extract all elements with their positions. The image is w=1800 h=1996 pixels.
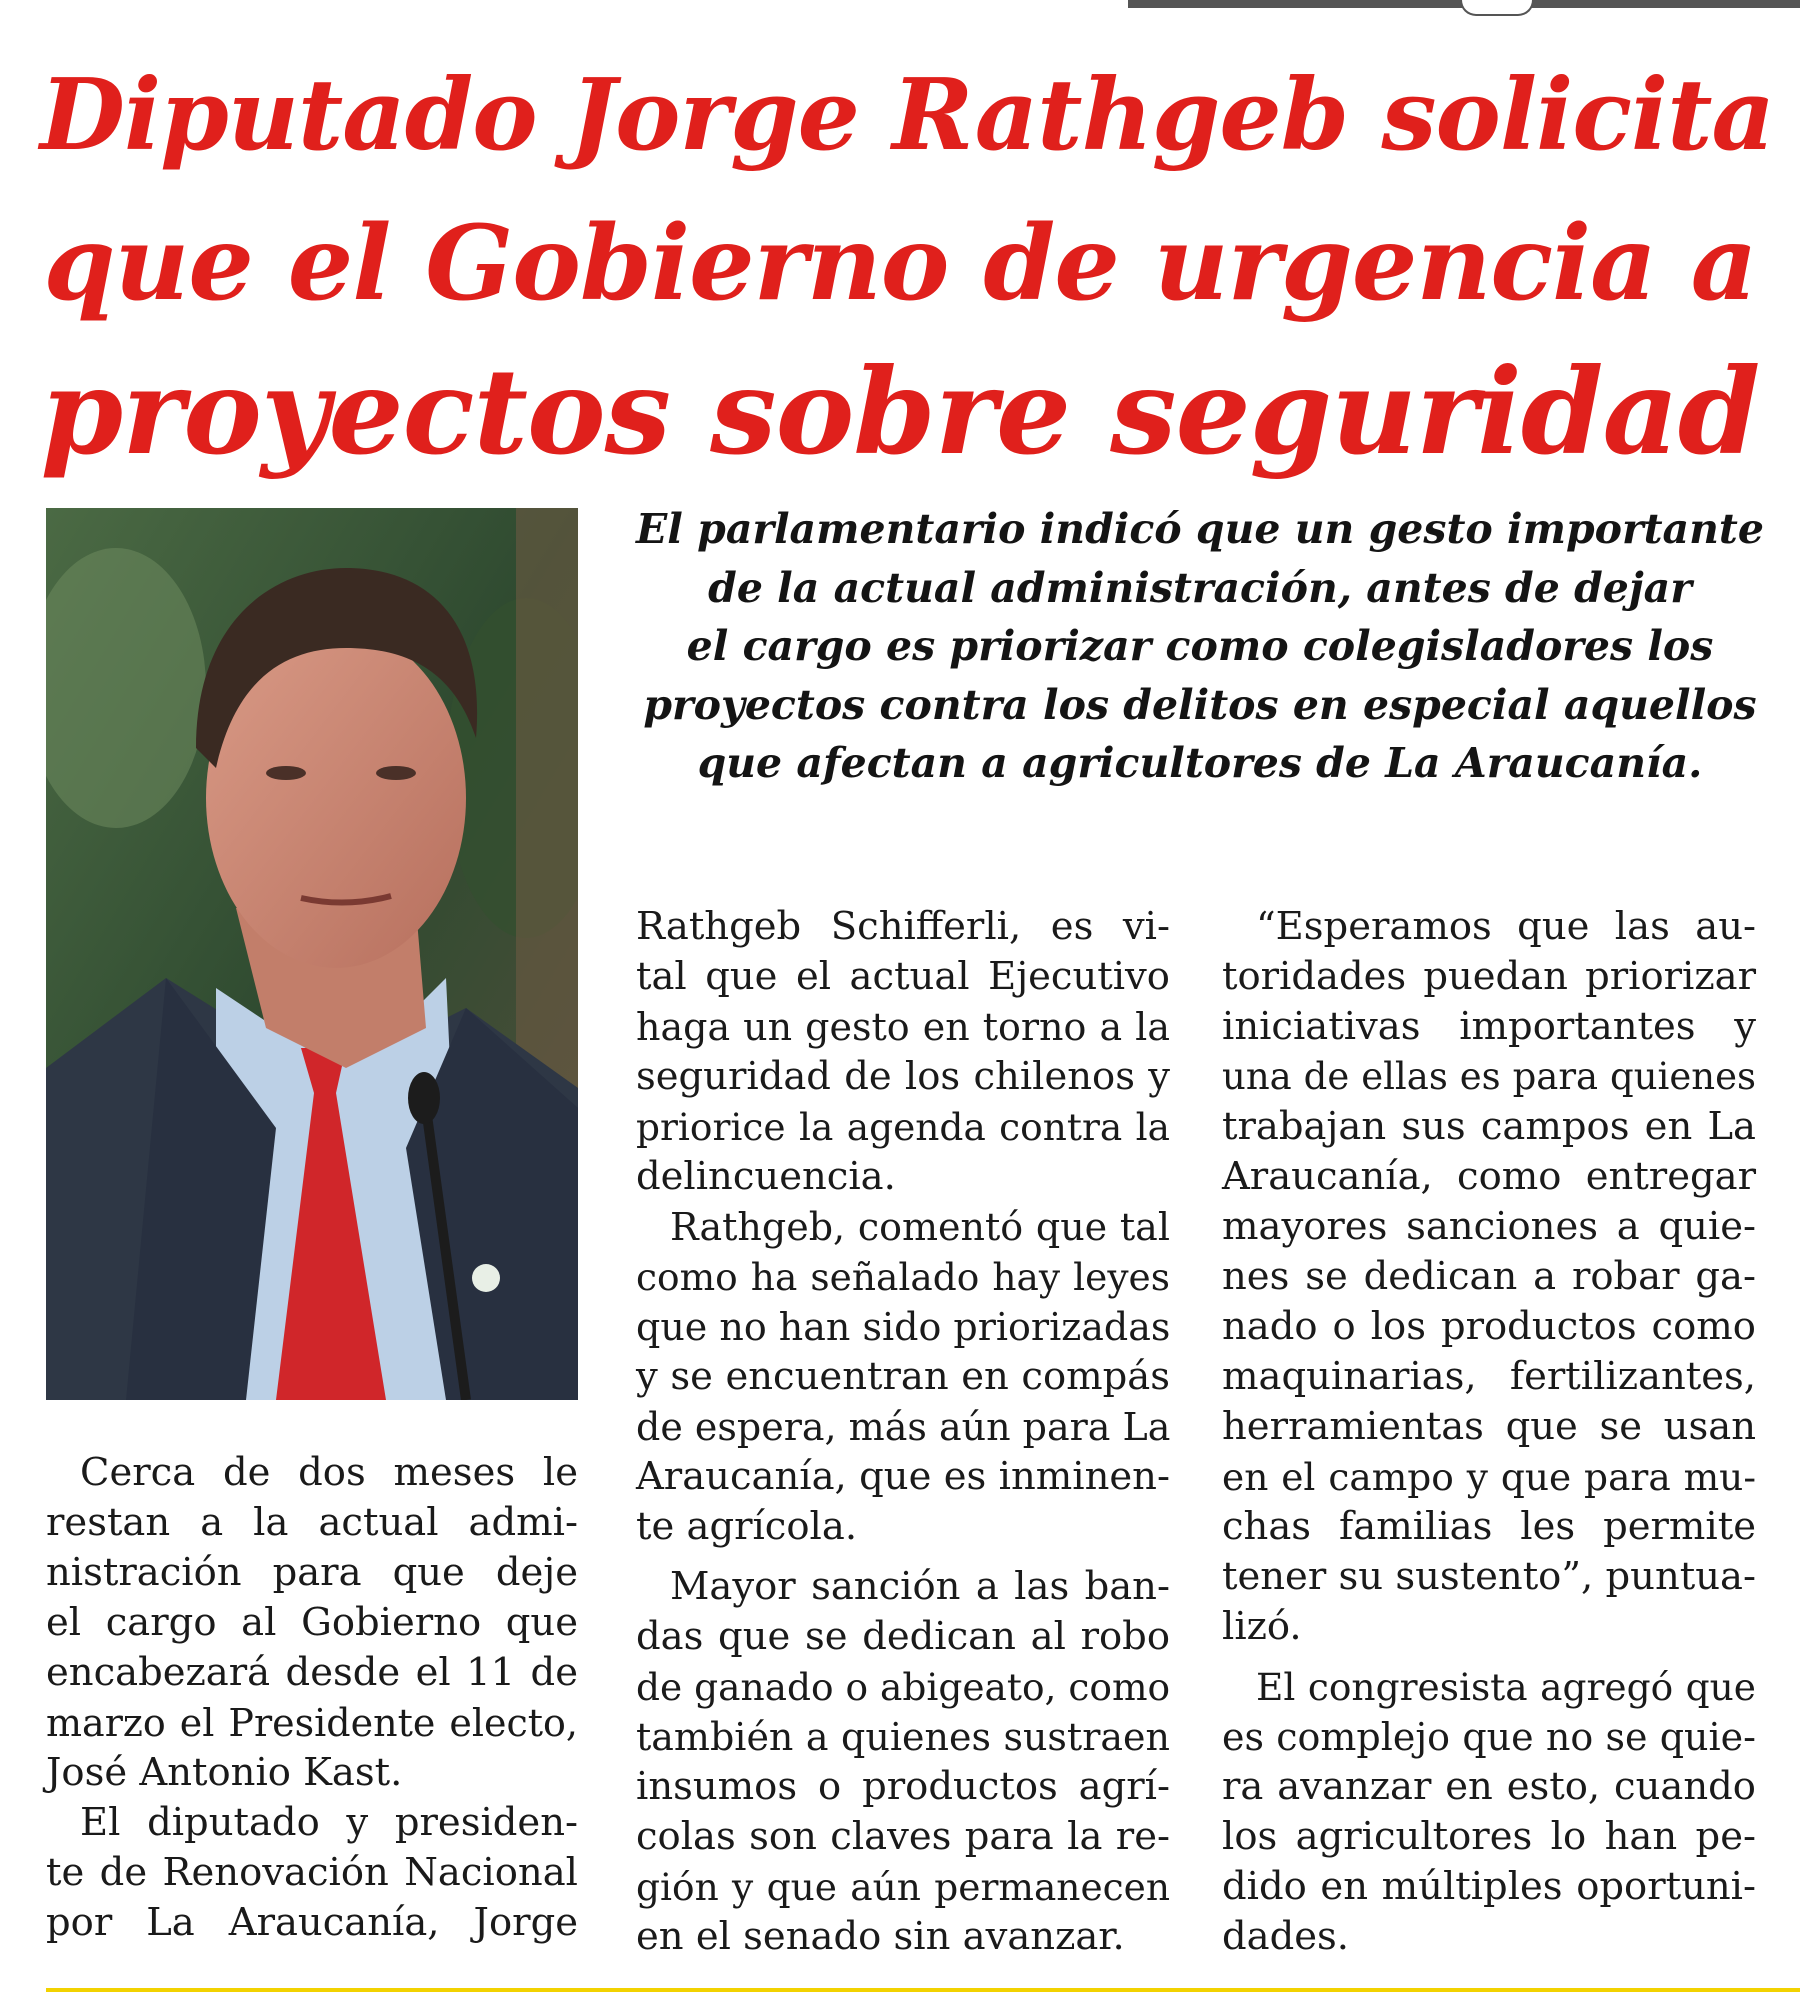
text-line: por La Araucanía, Jorge: [46, 1900, 578, 1945]
text-line: nado o los productos como: [1222, 1304, 1756, 1349]
column-3: [1222, 902, 1756, 1962]
paragraph: [636, 1202, 1170, 1552]
text-line: te agrícola.: [636, 1504, 858, 1549]
text-line: Rathgeb, comentó que tal: [670, 1205, 1170, 1249]
column-2: [636, 902, 1170, 1962]
text-line: gión y que aún permanecen: [636, 1865, 1170, 1909]
text-line: los agricultores lo han pe-: [1222, 1814, 1756, 1859]
paragraph: [1222, 902, 1756, 1652]
text-line: José Antonio Kast.: [46, 1750, 403, 1795]
headline-line: Diputado Jorge Rathgeb solicita: [40, 58, 1775, 173]
bottom-rule: [46, 1988, 1800, 1992]
headline-line: que el Gobierno de urgencia a: [43, 203, 1757, 324]
text-line: en el senado sin avanzar.: [636, 1914, 1125, 1959]
text-line: lizó.: [1222, 1604, 1302, 1649]
text-line: nistración para que deje: [46, 1550, 578, 1595]
emblem-icon: [1460, 0, 1534, 16]
text-line: tener su sustento”, puntua-: [1222, 1554, 1756, 1599]
text-line: también a quienes sustraen: [636, 1715, 1170, 1759]
text-line: te de Renovación Nacional: [46, 1850, 578, 1895]
text-line: como ha señalado hay leyes: [636, 1255, 1170, 1299]
text-line: una de ellas es para quienes: [1222, 1055, 1756, 1098]
text-line: haga un gesto en torno a la: [636, 1005, 1170, 1049]
text-line: dido en múltiples oportuni-: [1222, 1864, 1756, 1909]
lede-line: El parlamentario indicó que un gesto importante: [636, 505, 1764, 553]
text-line: toridades puedan priorizar: [1222, 954, 1756, 999]
lede-line: que afectan a agricultores de La Araucanía.: [697, 739, 1703, 787]
paragraph: [46, 1798, 578, 1948]
headline: [40, 42, 1775, 486]
text-line: ra avanzar en esto, cuando: [1222, 1764, 1756, 1809]
paragraph: [1222, 1662, 1756, 1962]
text-line: delincuencia.: [636, 1154, 896, 1199]
text-line: de espera, más aún para La: [636, 1405, 1171, 1449]
text-line: nes se dedican a robar ga-: [1222, 1254, 1756, 1299]
text-line: es complejo que no se quie-: [1222, 1715, 1756, 1759]
portrait-illustration: [46, 508, 578, 1400]
text-line: mayores sanciones a quie-: [1222, 1204, 1756, 1249]
deputy-photo: [46, 508, 578, 1400]
text-line: El diputado y presiden-: [80, 1800, 578, 1845]
text-line: Cerca de dos meses le: [80, 1450, 578, 1495]
paragraph: [636, 902, 1170, 1202]
lede-line: proyectos contra los delitos en especial aquellos: [643, 680, 1757, 729]
text-line: el cargo al Gobierno que: [46, 1600, 578, 1645]
text-line: que no han sido priorizadas: [636, 1305, 1171, 1349]
text-line: herramientas que se usan: [1222, 1404, 1756, 1449]
headline-line: proyectos sobre seguridad: [40, 342, 1760, 481]
text-line: Araucanía, que es inminen-: [636, 1454, 1170, 1499]
text-line: chas familias les permite: [1222, 1504, 1756, 1549]
lede: [620, 500, 1780, 793]
text-line: dades.: [1222, 1914, 1350, 1959]
paragraph: [46, 1448, 578, 1798]
text-line: restan a la actual admi-: [46, 1500, 578, 1545]
column-1: [46, 1448, 578, 1948]
text-line: iniciativas importantes y: [1222, 1004, 1756, 1049]
text-line: trabajan sus campos en La: [1222, 1104, 1756, 1149]
text-line: colas son claves para la re-: [636, 1814, 1170, 1859]
paragraph: [636, 1562, 1170, 1962]
text-line: insumos o productos agrí-: [636, 1764, 1170, 1809]
text-line: Mayor sanción a las ban-: [670, 1564, 1170, 1609]
text-line: Araucanía, como entregar: [1222, 1154, 1756, 1199]
lede-line: de la actual administración, antes de dejar: [708, 563, 1692, 612]
text-line: tal que el actual Ejecutivo: [636, 954, 1170, 999]
text-line: de ganado o abigeato, como: [636, 1665, 1171, 1709]
lede-line: el cargo es priorizar como colegisladores los: [686, 622, 1714, 670]
text-line: priorice la agenda contra la: [636, 1105, 1170, 1149]
text-line: Rathgeb Schifferli, es vi-: [636, 904, 1170, 949]
text-line: das que se dedican al robo: [636, 1614, 1170, 1659]
text-line: maquinarias, fertilizantes,: [1222, 1354, 1756, 1399]
text-line: El congresista agregó que: [1256, 1665, 1756, 1709]
text-line: seguridad de los chilenos y: [636, 1054, 1170, 1099]
text-line: y se encuentran en compás: [636, 1354, 1170, 1399]
text-line: en el campo y que para mu-: [1222, 1455, 1756, 1499]
text-line: encabezará desde el 11 de: [46, 1650, 578, 1695]
text-line: “Esperamos que las au-: [1256, 904, 1756, 949]
text-line: marzo el Presidente electo,: [46, 1701, 578, 1745]
